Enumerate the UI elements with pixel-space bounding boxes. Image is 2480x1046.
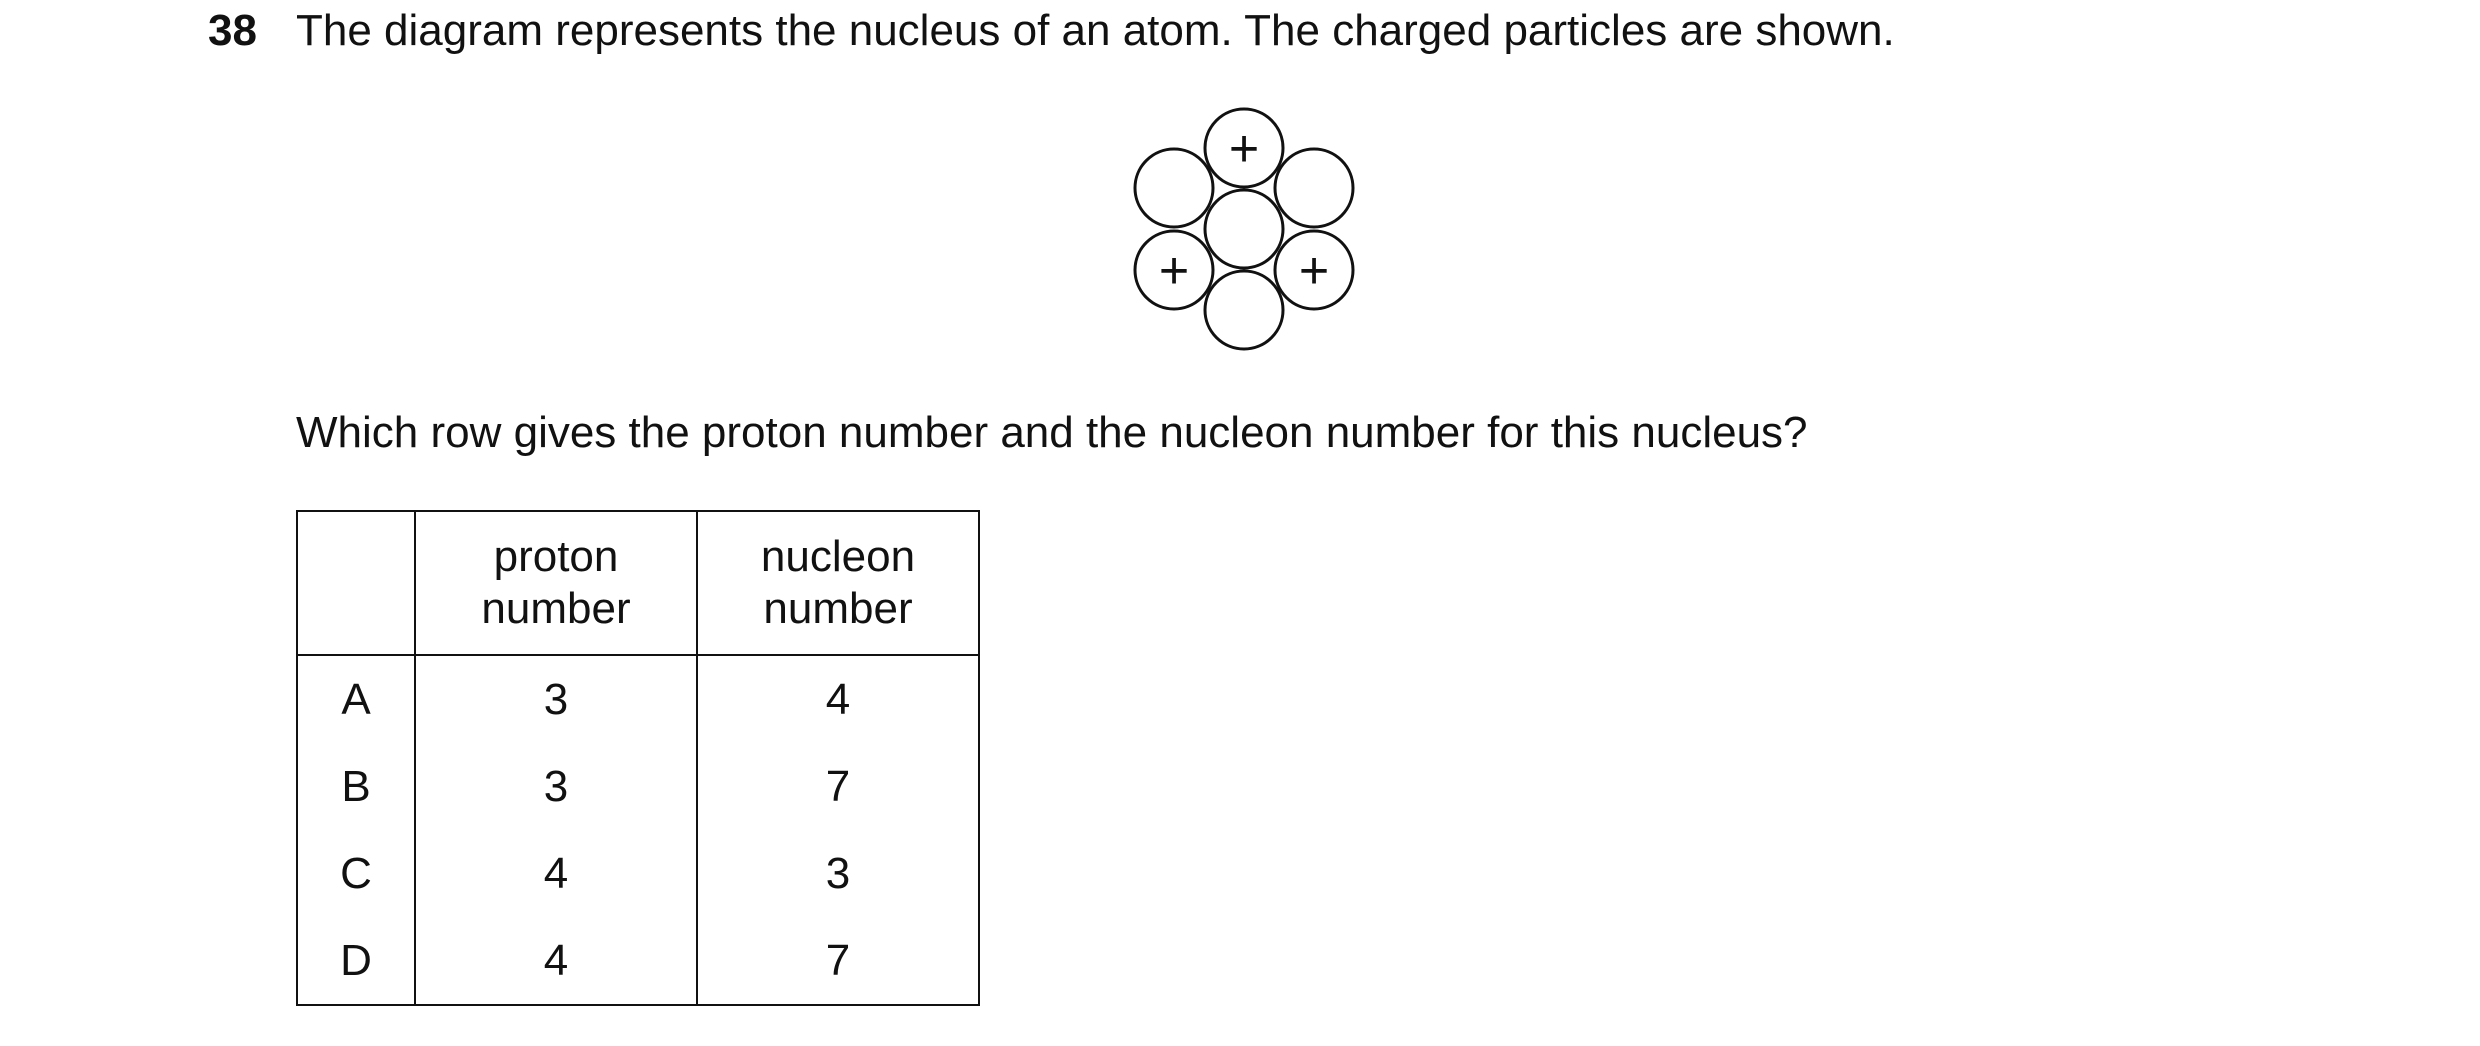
table-row[interactable] (297, 743, 979, 830)
proton-charge-lower-left: + (1158, 242, 1190, 300)
header-nucleon-line2: number (763, 584, 913, 633)
nucleon-bottom (1205, 271, 1283, 349)
header-proton-line1: proton (493, 532, 619, 581)
table-header-row (297, 511, 979, 655)
table-row[interactable] (297, 917, 979, 1005)
header-key (297, 511, 415, 655)
question-prompt: Which row gives the proton number and the nucleon number for this nucleus? (296, 408, 1808, 457)
table-row[interactable] (297, 655, 979, 743)
option-proton: 3 (415, 655, 697, 743)
nucleus-diagram (1120, 104, 1368, 364)
header-nucleon-number (697, 511, 979, 655)
proton-charge-top: + (1228, 120, 1260, 178)
option-nucleon: 7 (697, 743, 979, 830)
nucleon-centre (1205, 190, 1283, 268)
option-key: B (297, 743, 415, 830)
table-row[interactable] (297, 830, 979, 917)
header-proton-number (415, 511, 697, 655)
option-proton: 3 (415, 743, 697, 830)
nucleon-upper-left (1135, 149, 1213, 227)
option-proton: 4 (415, 830, 697, 917)
header-proton-line2: number (481, 584, 631, 633)
proton-charge-lower-right: + (1298, 242, 1330, 300)
question-stem: The diagram represents the nucleus of an atom. The charged particles are shown. (296, 6, 1895, 55)
option-nucleon: 4 (697, 655, 979, 743)
answer-table (296, 510, 980, 1006)
option-key: A (297, 655, 415, 743)
option-proton: 4 (415, 917, 697, 1005)
option-nucleon: 7 (697, 917, 979, 1005)
option-key: D (297, 917, 415, 1005)
option-key: C (297, 830, 415, 917)
nucleon-upper-right (1275, 149, 1353, 227)
header-nucleon-line1: nucleon (760, 532, 916, 581)
question-number: 38 (208, 6, 257, 55)
option-nucleon: 3 (697, 830, 979, 917)
